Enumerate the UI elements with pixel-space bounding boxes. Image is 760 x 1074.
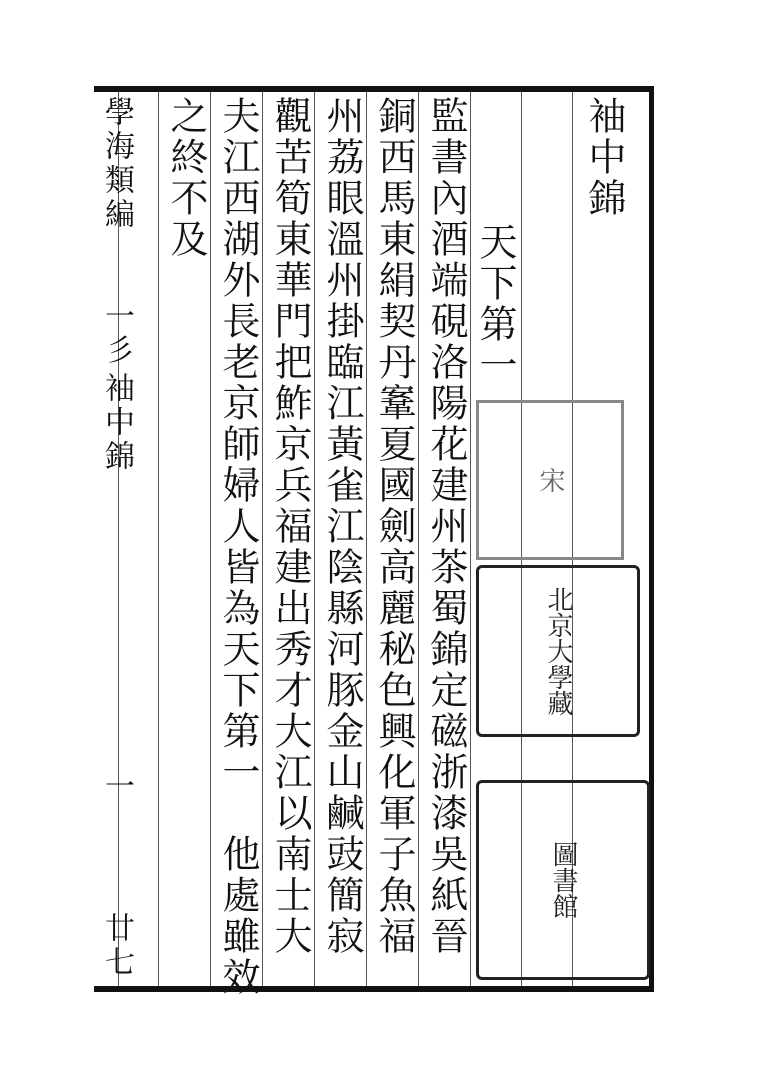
column-rule <box>210 92 211 986</box>
column-rule <box>366 92 367 986</box>
column-rule <box>470 92 471 986</box>
column-rule <box>418 92 419 986</box>
body-column-4: 觀苦筍東華門把鮓京兵福建出秀才大江以南士大 <box>268 96 312 957</box>
chapter-title: 天下第一 <box>473 222 517 386</box>
margin-page-number: 廿七 <box>99 912 134 980</box>
body-column-2: 銅西馬東絹契丹鞌夏國劍高麗秘色興化軍子魚福 <box>372 96 416 957</box>
seal-library: 北京大學藏 <box>476 565 640 737</box>
column-rule <box>262 92 263 986</box>
margin-section: 一彡 <box>99 300 134 368</box>
seal-library-lower: 圖書館 <box>476 780 650 980</box>
margin-work-title: 袖中錦 <box>99 372 134 474</box>
margin-leaf-number: 一 <box>99 770 134 804</box>
column-rule <box>158 92 159 986</box>
running-title: 袖中錦 <box>582 96 626 219</box>
column-rule <box>314 92 315 986</box>
body-column-6: 之終不及 <box>164 96 208 260</box>
seal-faint: 宋 <box>476 400 624 560</box>
body-column-1: 監書內酒端硯洛陽花建州茶蜀錦定磁浙漆吳紙晉 <box>424 96 468 957</box>
body-column-5: 夫江西湖外長老京師婦人皆為天下第一 他處雖效 <box>216 96 260 998</box>
margin-book-title: 學海類編 <box>99 96 134 232</box>
body-column-3: 州荔眼溫州掛臨江黃雀江陰縣河豚金山鹹豉簡寂 <box>320 96 364 957</box>
